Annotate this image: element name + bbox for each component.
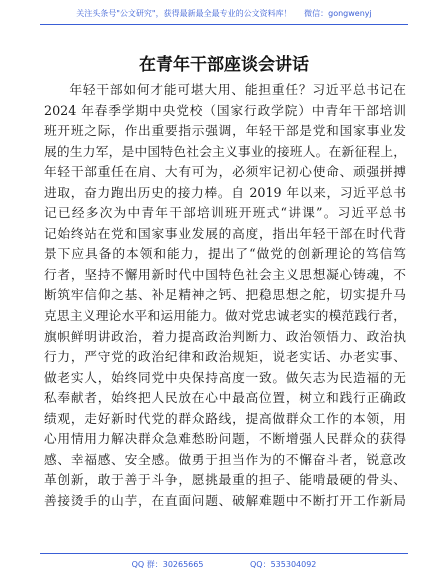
wechat-id: 微信：gongwenyj [304, 9, 372, 18]
body-line: 革创新，敢于善于斗争，愿挑最重的担子、能啃最硬的骨头、 [44, 472, 406, 488]
document-title: 在青年干部座谈会讲话 [139, 55, 309, 75]
body-line: 展的生力军，是中国特色社会主义事业的接班人。在新征程上， [44, 143, 406, 159]
body-line: 年轻干部如何才能可堪大用、能担重任？习近平总书记在 [69, 82, 406, 97]
body-line: 做老实人，始终同党中央保持高度一致。做矢志为民造福的无 [44, 369, 406, 385]
body-line: 感、幸福感、安全感。做勇于担当作为的不懈奋斗者，锐意改 [44, 451, 406, 467]
banner-text: 关注头条号"公文研究"，获得最新最全最专业的公文资料库！ [76, 9, 292, 18]
body-line: 断筑牢信仰之基、补足精神之钙、把稳思想之舵，切实提升马 [44, 287, 406, 303]
body-line: 绩观，走好新时代党的群众路线，提高做群众工作的本领，用 [44, 410, 406, 426]
body-line: 行力，严守党的政治纪律和政治规矩，说老实话、办老实事、 [44, 349, 406, 365]
body-line: 心用情用力解决群众急难愁盼问题，不断增强人民群众的获得 [44, 431, 406, 447]
header-divider [40, 24, 408, 25]
qq-text: QQ：535304092 [250, 560, 317, 569]
body-line: 私奉献者，始终把人民放在心中最高位置，树立和践行正确政 [44, 390, 406, 406]
body-line: 2024 年春季学期中央党校（国家行政学院）中青年干部培训 [44, 102, 406, 118]
body-line: 记已经多次为中青年干部培训班开班式“讲课”。习近平总书 [44, 205, 406, 221]
footer-divider [40, 553, 408, 554]
body-line: 进取，奋力跑出历史的接力棒。自 2019 年以来，习近平总书 [44, 184, 406, 200]
qq-group-text: QQ 群：30265665 [131, 560, 204, 569]
body-line: 记始终站在党和国家事业发展的高度，指出年轻干部在时代背 [44, 225, 406, 241]
top-banner [0, 8, 448, 19]
body-line: 班开班之际，作出重要指示强调，年轻干部是党和国家事业发 [44, 123, 406, 139]
body-line: 善接烫手的山芋，在直面问题、破解难题中不断打开工作新局 [44, 492, 406, 508]
body-line: 行者，坚持不懈用新时代中国特色社会主义思想凝心铸魂，不 [44, 266, 406, 282]
body-line: 年轻干部重任在肩、大有可为，必须牢记初心使命、顽强拼搏 [44, 164, 406, 180]
document-body [44, 80, 406, 511]
footer [0, 559, 448, 570]
body-line: 景下应具备的本领和能力，提出了“做党的创新理论的笃信笃 [44, 246, 406, 262]
body-line: 旗帜鲜明讲政治，着力提高政治判断力、政治领悟力、政治执 [44, 328, 406, 344]
body-line: 克思主义理论水平和运用能力。做对党忠诚老实的模范践行者， [44, 308, 406, 324]
